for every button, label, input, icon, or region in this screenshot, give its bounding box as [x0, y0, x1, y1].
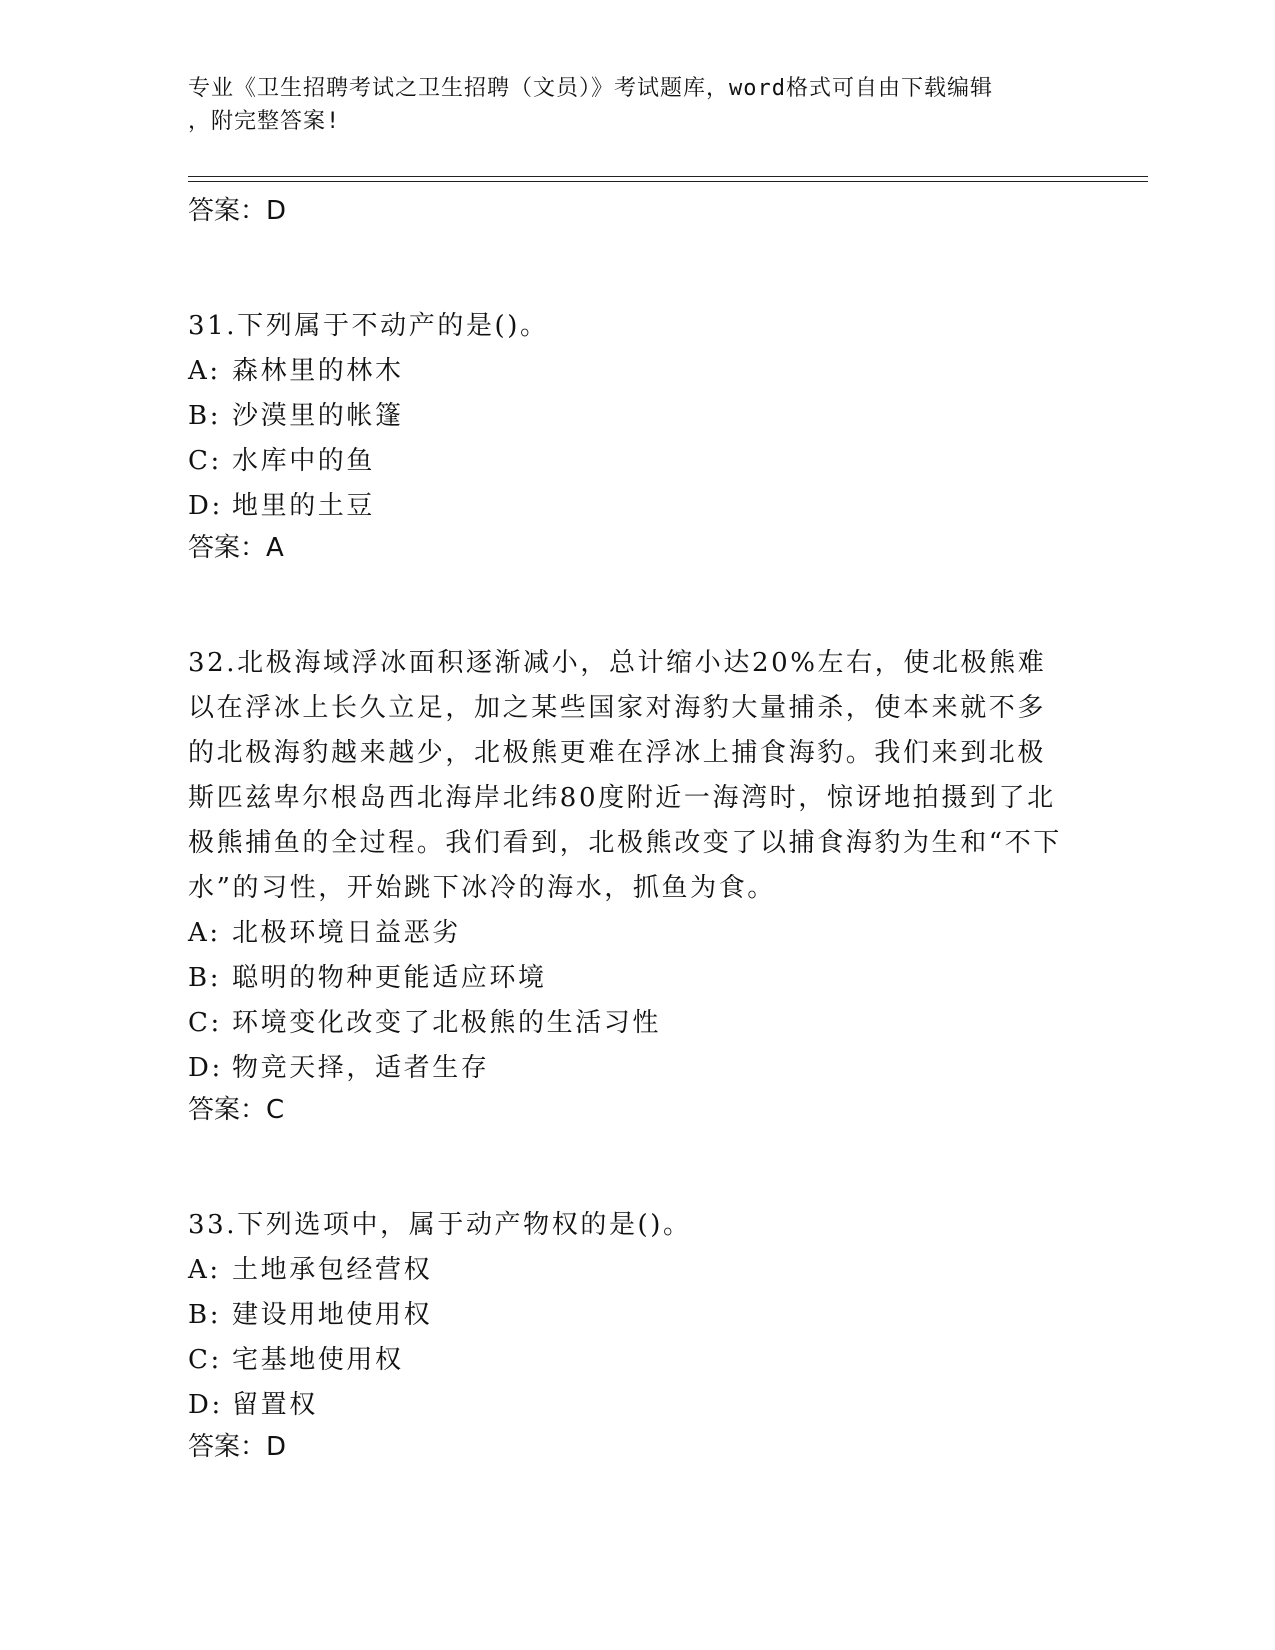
option-key: B: — [188, 1300, 222, 1330]
option-key: C: — [188, 446, 222, 476]
option-a — [188, 349, 1068, 394]
option-key: A: — [188, 918, 221, 948]
option-a — [188, 911, 1068, 956]
option-text: 建设用地使用权 — [232, 1300, 433, 1330]
previous-answer: 答案：D — [188, 196, 287, 226]
answer: 答案：A — [188, 533, 284, 563]
option-text: 聪明的物种更能适应环境 — [232, 963, 547, 993]
option-key: A: — [188, 356, 221, 386]
option-text: 水库中的鱼 — [232, 446, 376, 476]
answer: 答案：C — [188, 1095, 285, 1125]
header-rule-top — [188, 176, 1148, 177]
option-b — [188, 1293, 1068, 1338]
option-key: C: — [188, 1345, 222, 1375]
option-key: A: — [188, 1255, 221, 1285]
question-31 — [188, 304, 1068, 571]
option-key: D: — [188, 491, 223, 521]
option-text: 森林里的林木 — [232, 356, 404, 386]
option-text: 宅基地使用权 — [232, 1345, 404, 1375]
question-33 — [188, 1203, 1068, 1470]
option-key: B: — [188, 401, 222, 431]
option-text: 土地承包经营权 — [232, 1255, 433, 1285]
option-c — [188, 1338, 1068, 1383]
header-note-line-2: ，附完整答案! — [188, 109, 341, 134]
header-rule-bottom — [188, 181, 1148, 182]
header-note-line-1: 专业《卫生招聘考试之卫生招聘（文员）》考试题库，word格式可自由下载编辑 — [188, 76, 993, 101]
question-text: 32.北极海域浮冰面积逐渐减小，总计缩小达20%左右，使北极熊难以在浮冰上长久立足，加之某些国家对海豹大量捕杀，使本来就不多的北极海豹越来越少，北极熊更难在浮冰上捕食海豹。我们来到北极斯匹兹卑尔根岛西北海岸北纬80度附近一海湾时，惊讶地拍摄到了北极熊捕鱼的全过程。我们看到，北极熊改变了以捕食海豹为生和“不下水”的习性，开始跳下冰冷的海水，抓鱼为食。 — [188, 648, 1062, 903]
question-32 — [188, 641, 1068, 1133]
option-text: 沙漠里的帐篷 — [232, 401, 404, 431]
option-d — [188, 1383, 1068, 1428]
option-c — [188, 439, 1068, 484]
header-note — [188, 72, 1068, 138]
option-text: 北极环境日益恶劣 — [232, 918, 461, 948]
option-b — [188, 394, 1068, 439]
option-a — [188, 1248, 1068, 1293]
spacer — [188, 1133, 1068, 1203]
spacer — [188, 234, 1068, 304]
option-text: 环境变化改变了北极熊的生活习性 — [232, 1008, 662, 1038]
spacer — [188, 571, 1068, 641]
option-key: B: — [188, 963, 222, 993]
option-c — [188, 1001, 1068, 1046]
option-d — [188, 484, 1068, 529]
option-key: D: — [188, 1053, 223, 1083]
option-key: C: — [188, 1008, 222, 1038]
option-text: 物竞天择，适者生存 — [232, 1053, 490, 1083]
document-body — [188, 192, 1068, 1470]
answer: 答案：D — [188, 1432, 287, 1462]
question-text: 33.下列选项中，属于动产物权的是()。 — [188, 1210, 692, 1240]
option-b — [188, 956, 1068, 1001]
question-text: 31.下列属于不动产的是()。 — [188, 311, 549, 341]
option-text: 地里的土豆 — [232, 491, 376, 521]
option-text: 留置权 — [232, 1390, 318, 1420]
option-key: D: — [188, 1390, 223, 1420]
option-d — [188, 1046, 1068, 1091]
